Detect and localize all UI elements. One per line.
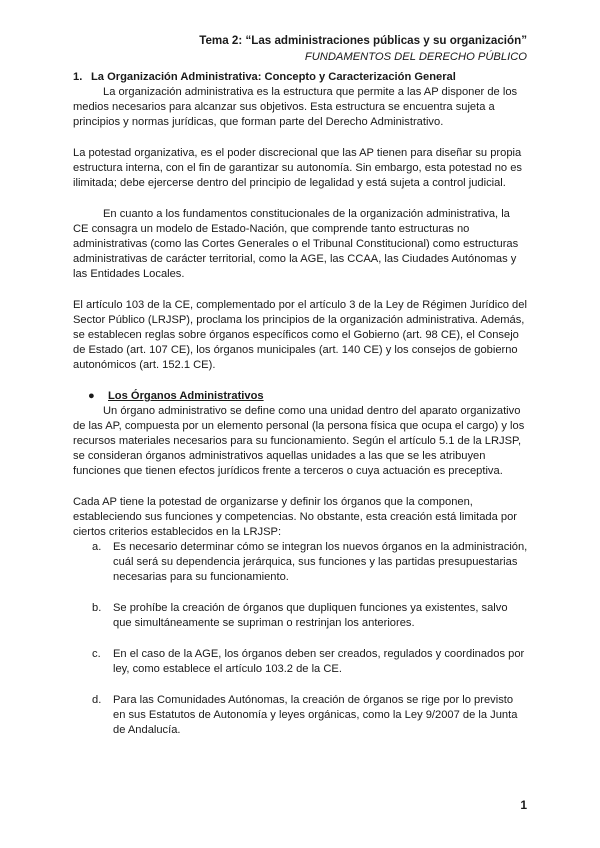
list-item-text: En el caso de la AGE, los órganos deben ser creados, regulados y coordinados por ley, como establece el artículo 103.2 de la CE. <box>113 648 525 675</box>
section-heading-text: La Organización Administrativa: Concepto y Caracterización General <box>91 71 456 83</box>
list-item <box>73 540 528 585</box>
list-item-text: Se prohíbe la creación de órganos que dupliquen funciones ya existentes, salvo que simultáneamente se supriman o restrinjan los anteriores. <box>113 602 508 629</box>
page-number: 1 <box>520 798 527 812</box>
list-item <box>73 647 528 677</box>
list-item <box>73 601 528 631</box>
list-item-text: Para las Comunidades Autónomas, la creación de órganos se rige por lo previsto en sus Estatutos de Autonomía y leyes orgánicas, como la Ley 9/2007 de la Junta de Andalucía. <box>113 694 518 736</box>
paragraph: El artículo 103 de la CE, complementado por el artículo 3 de la Ley de Régimen Jurídico del Sector Público (LRJSP), proclama los principios de la organización administrativa. Además, se establecen reglas sobre órganos específicos como el Gobierno (art. 98 CE), el Consejo de Estado (art. 107 CE), los órganos municipales (art. 140 CE) y los consejos de gobierno autonómicos (art. 152.1 CE). <box>73 299 527 371</box>
subsection-heading-text: Los Órganos Administrativos <box>108 390 264 402</box>
list-marker: b. <box>92 602 102 614</box>
header-title: Tema 2: “Las administraciones públicas y su organización” <box>199 34 527 47</box>
list-item-text: Es necesario determinar cómo se integran los nuevos órganos en la administración, cuál será su dependencia jerárquica, sus funciones y las partidas presupuestarias necesarias para su funcionamiento. <box>113 541 528 583</box>
list-marker: d. <box>92 694 102 706</box>
paragraph: Un órgano administrativo se define como una unidad dentro del aparato organizativo de las AP, compuesta por un elemento personal (la persona física que ocupa el cargo) y los recursos materiales necesarios para su funcionamiento. Según el artículo 5.1 de la LRJSP, se consideran órganos administrativos aquellas unidades a las que se les atribuyen funciones que tienen efectos jurídicos frente a terceros o cuya actuación es preceptiva. <box>73 405 525 477</box>
header-subtitle: FUNDAMENTOS DEL DERECHO PÚBLICO <box>304 51 527 63</box>
section-number: 1. <box>73 71 83 83</box>
subsection-heading <box>73 389 528 404</box>
list-marker: c. <box>92 648 101 660</box>
list-item <box>73 693 528 738</box>
paragraph: La potestad organizativa, es el poder discrecional que las AP tienen para diseñar su propia estructura interna, con el fin de garantizar su autonomía. Sin embargo, esta potestad no es ilimitada; debe ejercerse dentro del principio de legalidad y está sujeta a control judicial. <box>73 147 522 189</box>
paragraph: La organización administrativa es la estructura que permite a las AP disponer de los medios necesarios para alcanzar sus objetivos. Esta estructura se encuentra sujeta a principios y normas jurídicas, que forman parte del Derecho Administrativo. <box>73 86 518 128</box>
document-body <box>73 70 528 738</box>
paragraph: En cuanto a los fundamentos constitucionales de la organización administrativa, la CE consagra un modelo de Estado-Nación, que comprende tanto estructuras no administrativas (como las Cortes Generales o el Tribunal Constitucional) como estructuras administrativas de carácter territorial, como la AGE, las CCAA, las Ciudades Autónomas y las Entidades Locales. <box>73 208 519 280</box>
bullet-icon: ● <box>88 390 95 402</box>
list-marker: a. <box>92 541 102 553</box>
paragraph: Cada AP tiene la potestad de organizarse y definir los órganos que la componen, estableciendo sus funciones y competencias. No obstante, esta creación está limitada por ciertos criterios establecidos en la LRJSP: <box>73 496 518 538</box>
section-heading <box>73 70 528 85</box>
